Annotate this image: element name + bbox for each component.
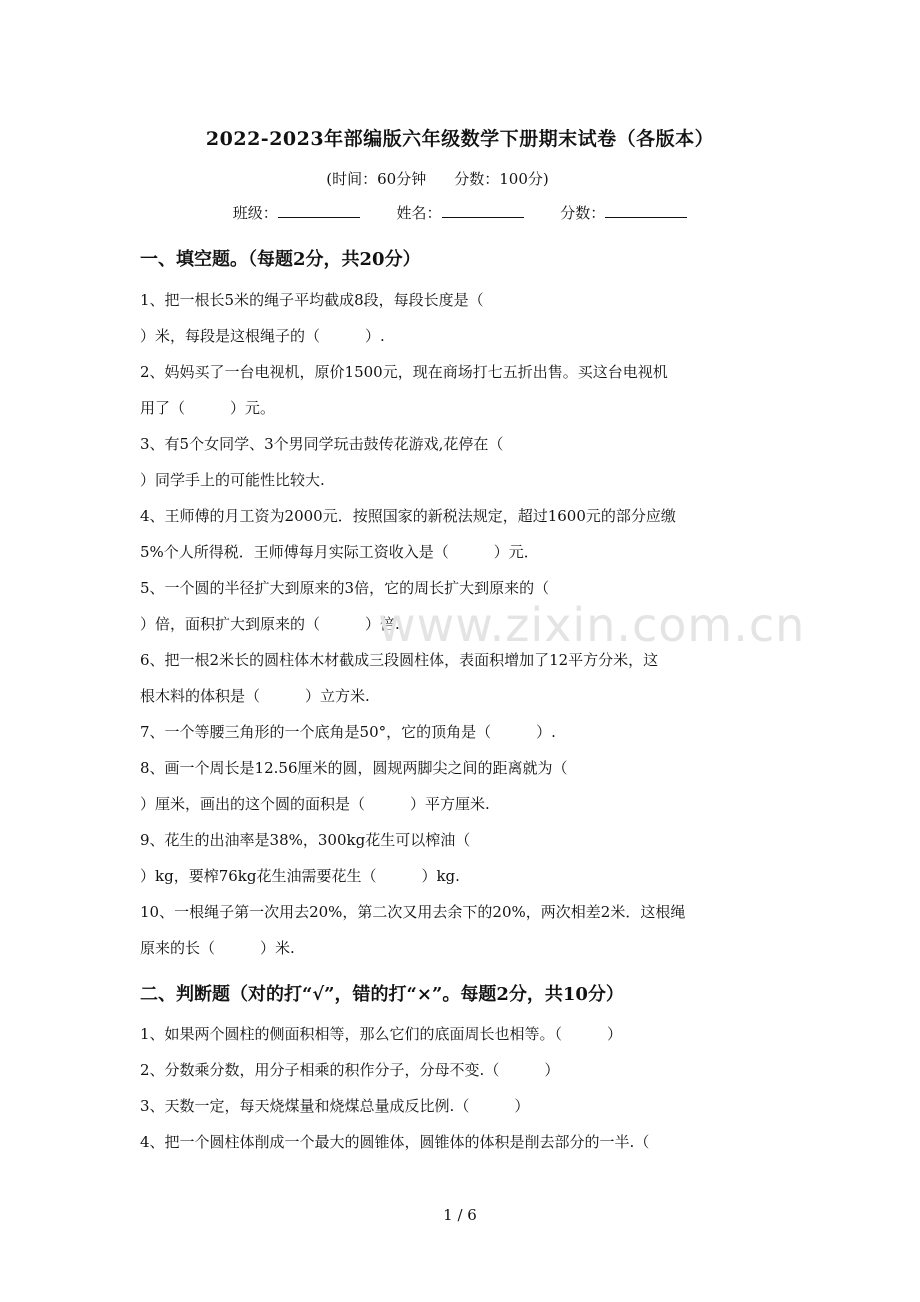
class-label: 班级： [232,204,278,222]
class-blank[interactable] [278,203,360,218]
question-line: 6、把一根2米长的圆柱体木材截成三段圆柱体，表面积增加了12平方分米，这 [140,651,659,669]
question-line: 4、王师傅的月工资为2000元．按照国家的新税法规定，超过1600元的部分应缴 [140,507,676,525]
question-line: ）厘米，画出的这个圆的面积是（ ）平方厘米. [140,795,490,813]
question-line: 用了（ ）元。 [140,399,276,417]
question-line: 4、把一个圆柱体削成一个最大的圆锥体，圆锥体的体积是削去部分的一半.（ [140,1133,650,1151]
question-line: ）倍，面积扩大到原来的（ ）倍. [140,615,400,633]
question-line: 8、画一个周长是12.56厘米的圆，圆规两脚尖之间的距离就为（ [140,759,568,777]
student-fields [0,202,920,223]
question-line: 10、一根绳子第一次用去20%，第二次又用去余下的20%，两次相差2米．这根绳 [140,903,686,921]
watermark: www.zixin.com.cn [378,598,806,652]
question-line: 5%个人所得税．王师傅每月实际工资收入是（ ）元． [140,543,539,561]
question-line: ）同学手上的可能性比较大. [140,471,325,489]
name-label: 姓名： [396,204,442,222]
question-line: ）kg，要榨76kg花生油需要花生（ ）kg. [140,867,460,885]
question-line: 3、天数一定，每天烧煤量和烧煤总量成反比例.（ ） [140,1097,530,1115]
exam-score: 分数：100分) [454,170,549,188]
question-line: 5、一个圆的半径扩大到原来的3倍，它的周长扩大到原来的（ [140,579,550,597]
score-field[interactable] [560,202,687,223]
question-line: 原来的长（ ）米. [140,939,295,957]
question-line: 1、把一根长5米的绳子平均截成8段，每段长度是（ [140,291,484,309]
question-line: ）米，每段是这根绳子的（ ）. [140,327,385,345]
exam-info [0,168,875,189]
question-line: 根木料的体积是（ ）立方米. [140,687,370,705]
section2-heading: 二、判断题（对的打“√”，错的打“×”。每题2分，共10分） [140,984,624,1005]
question-line: 1、如果两个圆柱的侧面积相等，那么它们的底面周长也相等。（ ） [140,1025,623,1043]
question-line: 2、分数乘分数，用分子相乘的积作分子，分母不变.（ ） [140,1061,560,1079]
question-line: 9、花生的出油率是38%，300kg花生可以榨油（ [140,831,471,849]
exam-time: (时间：60分钟 [326,170,427,188]
score-blank[interactable] [605,203,687,218]
page-number: 1 / 6 [443,1206,477,1224]
name-field[interactable] [396,202,523,223]
name-blank[interactable] [442,203,524,218]
section1-heading: 一、填空题。（每题2分，共20分） [140,249,421,270]
score-label: 分数： [560,204,606,222]
question-line: 2、妈妈买了一台电视机，原价1500元，现在商场打七五折出售。买这台电视机 [140,363,668,381]
page-title: 2022-2023年部编版六年级数学下册期末试卷（各版本） [205,128,715,150]
question-line: 7、一个等腰三角形的一个底角是50°，它的顶角是（ ）. [140,723,556,741]
class-field[interactable] [233,202,360,223]
question-line: 3、有5个女同学、3个男同学玩击鼓传花游戏,花停在（ [140,435,504,453]
